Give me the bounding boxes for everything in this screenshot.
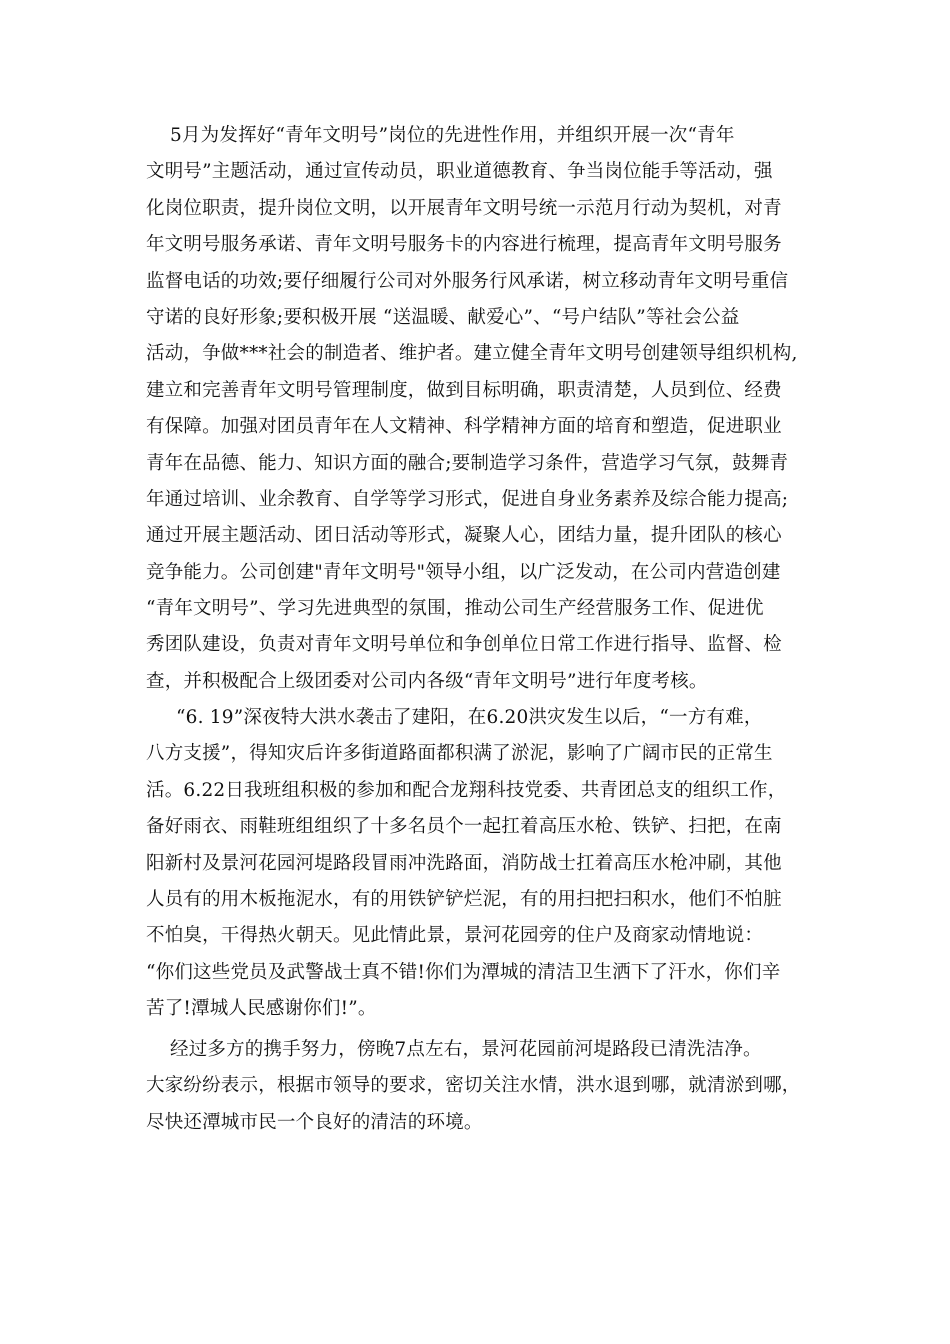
- text-line: 不怕臭，干得热火朝天。见此情此景，景河花园旁的住户及商家动情地说：: [146, 925, 764, 947]
- paragraph-3: [146, 1032, 826, 1141]
- text-line: 阳新村及景河花园河堤路段冒雨冲洗路面，消防战士扛着高压水枪冲刷，其他: [146, 852, 782, 874]
- text-line: 有保障。加强对团员青年在人文精神、科学精神方面的培育和塑造，促进职业: [146, 416, 782, 438]
- text-line: 守诺的良好形象;要积极开展 “送温暖、献爱心”、“号户结队”等社会公益: [146, 306, 740, 328]
- text-line: 竞争能力。公司创建"青年文明号"领导小组，以广泛发动，在公司内营造创建: [146, 561, 781, 583]
- text-line: 化岗位职责，提升岗位文明，以开展青年文明号统一示范月行动为契机，对青: [146, 197, 782, 219]
- text-line: 活。6.22日我班组积极的参加和配合龙翔科技党委、共青团总支的组织工作，: [146, 779, 787, 801]
- text-line: 5月为发挥好“青年文明号”岗位的先进性作用，并组织开展一次“青年: [170, 125, 735, 146]
- text-line: “你们这些党员及武警战士真不错!你们为潭城的清洁卫生洒下了汗水，你们辛: [146, 961, 781, 983]
- paragraph-1: [146, 118, 826, 700]
- text-line: 苦了!潭城人民感谢你们!”。: [146, 998, 377, 1020]
- text-line: 尽快还潭城市民一个良好的清洁的环境。: [146, 1111, 483, 1133]
- text-line: 年文明号服务承诺、青年文明号服务卡的内容进行梳理，提高青年文明号服务: [146, 234, 782, 256]
- text-line: 建立和完善青年文明号管理制度，做到目标明确，职责清楚，人员到位、经费: [146, 379, 782, 401]
- text-line: 通过开展主题活动、团日活动等形式，凝聚人心，团结力量，提升团队的核心: [146, 525, 782, 547]
- text-line: 大家纷纷表示，根据市领导的要求，密切关注水情，洪水退到哪，就清淤到哪，: [146, 1075, 801, 1097]
- text-line: 活动，争做***社会的制造者、维护者。建立健全青年文明号创建领导组织机构,: [146, 343, 798, 365]
- text-line: 年通过培训、业余教育、自学等学习形式，促进自身业务素养及综合能力提高;: [146, 488, 789, 510]
- text-line: 青年在品德、能力、知识方面的融合;要制造学习条件，营造学习气氛，鼓舞青: [146, 452, 789, 474]
- text-line: “青年文明号”、学习先进典型的氛围，推动公司生产经营服务工作、促进优: [146, 598, 764, 620]
- text-line: 八方支援”，得知灾后许多街道路面都积满了淤泥，影响了广阔市民的正常生: [146, 743, 773, 765]
- text-line: 监督电话的功效;要仔细履行公司对外服务行风承诺，树立移动青年文明号重信: [146, 270, 789, 292]
- text-line: 秀团队建设，负责对青年文明号单位和争创单位日常工作进行指导、监督、检: [146, 634, 782, 656]
- text-line: 备好雨衣、雨鞋班组组织了十多名员个一起扛着高压水枪、铁铲、扫把，在南: [146, 816, 782, 838]
- text-line: “6. 19”深夜特大洪水袭击了建阳，在6.20洪灾发生以后，“一方有难，: [176, 707, 763, 728]
- text-line: 经过多方的携手努力，傍晚7点左右，景河花园前河堤路段已清洗洁净。: [170, 1039, 762, 1060]
- text-line: 人员有的用木板拖泥水，有的用铁铲铲烂泥，有的用扫把扫积水，他们不怕脏: [146, 888, 782, 910]
- paragraph-2: [146, 700, 826, 1028]
- text-line: 文明号”主题活动，通过宣传动员，职业道德教育、争当岗位能手等活动，强: [146, 161, 773, 183]
- text-line: 查，并积极配合上级团委对公司内各级“青年文明号”进行年度考核。: [146, 670, 708, 692]
